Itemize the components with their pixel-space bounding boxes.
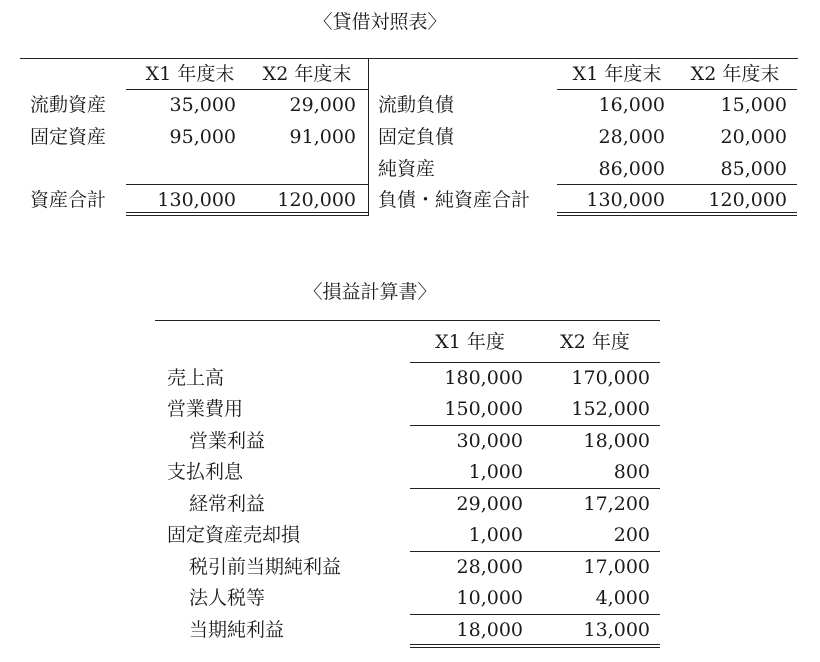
bs-liability-x2: 20,000 xyxy=(720,126,787,148)
is-subtotal-rule xyxy=(410,614,660,615)
bs-col-header-x1-left: X1 年度末 xyxy=(145,63,235,85)
is-row-label: 固定資産売却損 xyxy=(167,524,301,546)
is-top-rule xyxy=(155,320,660,321)
is-row-label: 法人税等 xyxy=(189,587,266,609)
bs-double-rule-right-2 xyxy=(557,215,797,216)
is-double-rule-1 xyxy=(410,644,660,645)
bs-liability-x2: 85,000 xyxy=(720,158,787,180)
bs-asset-x2: 29,000 xyxy=(289,94,356,116)
bs-asset-label: 固定資産 xyxy=(30,126,107,148)
is-row-label: 支払利息 xyxy=(167,461,244,483)
bs-liability-label: 固定負債 xyxy=(378,126,455,148)
is-row-label: 税引前当期純利益 xyxy=(189,556,342,578)
bs-assets-total-x1: 130,000 xyxy=(157,189,236,211)
bs-col-header-x2-right: X2 年度末 xyxy=(690,63,780,85)
bs-col-header-x2-left: X2 年度末 xyxy=(262,63,352,85)
is-row-x1: 10,000 xyxy=(456,587,523,609)
is-header-rule xyxy=(410,362,660,363)
is-row-x2: 800 xyxy=(613,461,650,483)
bs-liability-x1: 28,000 xyxy=(598,126,665,148)
income-statement-title: 〈損益計算書〉 xyxy=(303,281,437,303)
is-row-x1: 1,000 xyxy=(468,461,523,483)
is-row-label: 営業利益 xyxy=(189,430,266,452)
bs-asset-x1: 35,000 xyxy=(169,94,236,116)
is-row-x1: 150,000 xyxy=(444,398,523,420)
is-row-x2: 18,000 xyxy=(583,430,650,452)
bs-liability-x1: 16,000 xyxy=(598,94,665,116)
bs-header-rule-right xyxy=(557,89,797,90)
is-row-x2: 200 xyxy=(613,524,650,546)
bs-asset-x1: 95,000 xyxy=(169,126,236,148)
balance-sheet-title: 〈貸借対照表〉 xyxy=(313,11,447,33)
bs-header-rule-left xyxy=(126,89,368,90)
is-subtotal-rule xyxy=(410,488,660,489)
is-row-label: 営業費用 xyxy=(167,398,244,420)
is-row-x1: 29,000 xyxy=(456,493,523,515)
is-subtotal-rule xyxy=(410,425,660,426)
bs-top-rule xyxy=(20,58,798,59)
bs-liabilities-total-label: 負債・純資産合計 xyxy=(378,189,531,211)
bs-total-rule-left xyxy=(126,184,368,185)
bs-total-rule-right xyxy=(557,184,797,185)
is-row-label: 経常利益 xyxy=(189,493,266,515)
bs-asset-x2: 91,000 xyxy=(289,126,356,148)
bs-liabilities-total-x1: 130,000 xyxy=(586,189,665,211)
is-double-rule-2 xyxy=(410,647,660,648)
is-row-label: 売上高 xyxy=(167,367,225,389)
bs-liability-x2: 15,000 xyxy=(720,94,787,116)
bs-asset-label: 流動資産 xyxy=(30,94,107,116)
is-row-x1: 18,000 xyxy=(456,619,523,641)
is-row-x2: 152,000 xyxy=(571,398,650,420)
bs-assets-total-x2: 120,000 xyxy=(277,189,356,211)
bs-liability-label: 純資産 xyxy=(378,158,436,180)
bs-liability-x1: 86,000 xyxy=(598,158,665,180)
is-row-x1: 30,000 xyxy=(456,430,523,452)
is-col-header-x1: X1 年度 xyxy=(435,331,505,353)
bs-liability-label: 流動負債 xyxy=(378,94,455,116)
bs-double-rule-left-2 xyxy=(126,215,368,216)
is-row-x2: 13,000 xyxy=(583,619,650,641)
is-row-x1: 28,000 xyxy=(456,556,523,578)
bs-liabilities-total-x2: 120,000 xyxy=(708,189,787,211)
is-row-x2: 17,000 xyxy=(583,556,650,578)
is-col-header-x2: X2 年度 xyxy=(560,331,630,353)
bs-double-rule-left-1 xyxy=(126,212,368,213)
bs-center-divider xyxy=(368,58,369,216)
bs-col-header-x1-right: X1 年度末 xyxy=(572,63,662,85)
is-row-x1: 1,000 xyxy=(468,524,523,546)
bs-assets-total-label: 資産合計 xyxy=(30,189,107,211)
bs-double-rule-right-1 xyxy=(557,212,797,213)
is-row-x2: 17,200 xyxy=(583,493,650,515)
is-row-x2: 170,000 xyxy=(571,367,650,389)
is-row-label: 当期純利益 xyxy=(189,619,285,641)
is-row-x2: 4,000 xyxy=(595,587,650,609)
is-row-x1: 180,000 xyxy=(444,367,523,389)
is-subtotal-rule xyxy=(410,551,660,552)
